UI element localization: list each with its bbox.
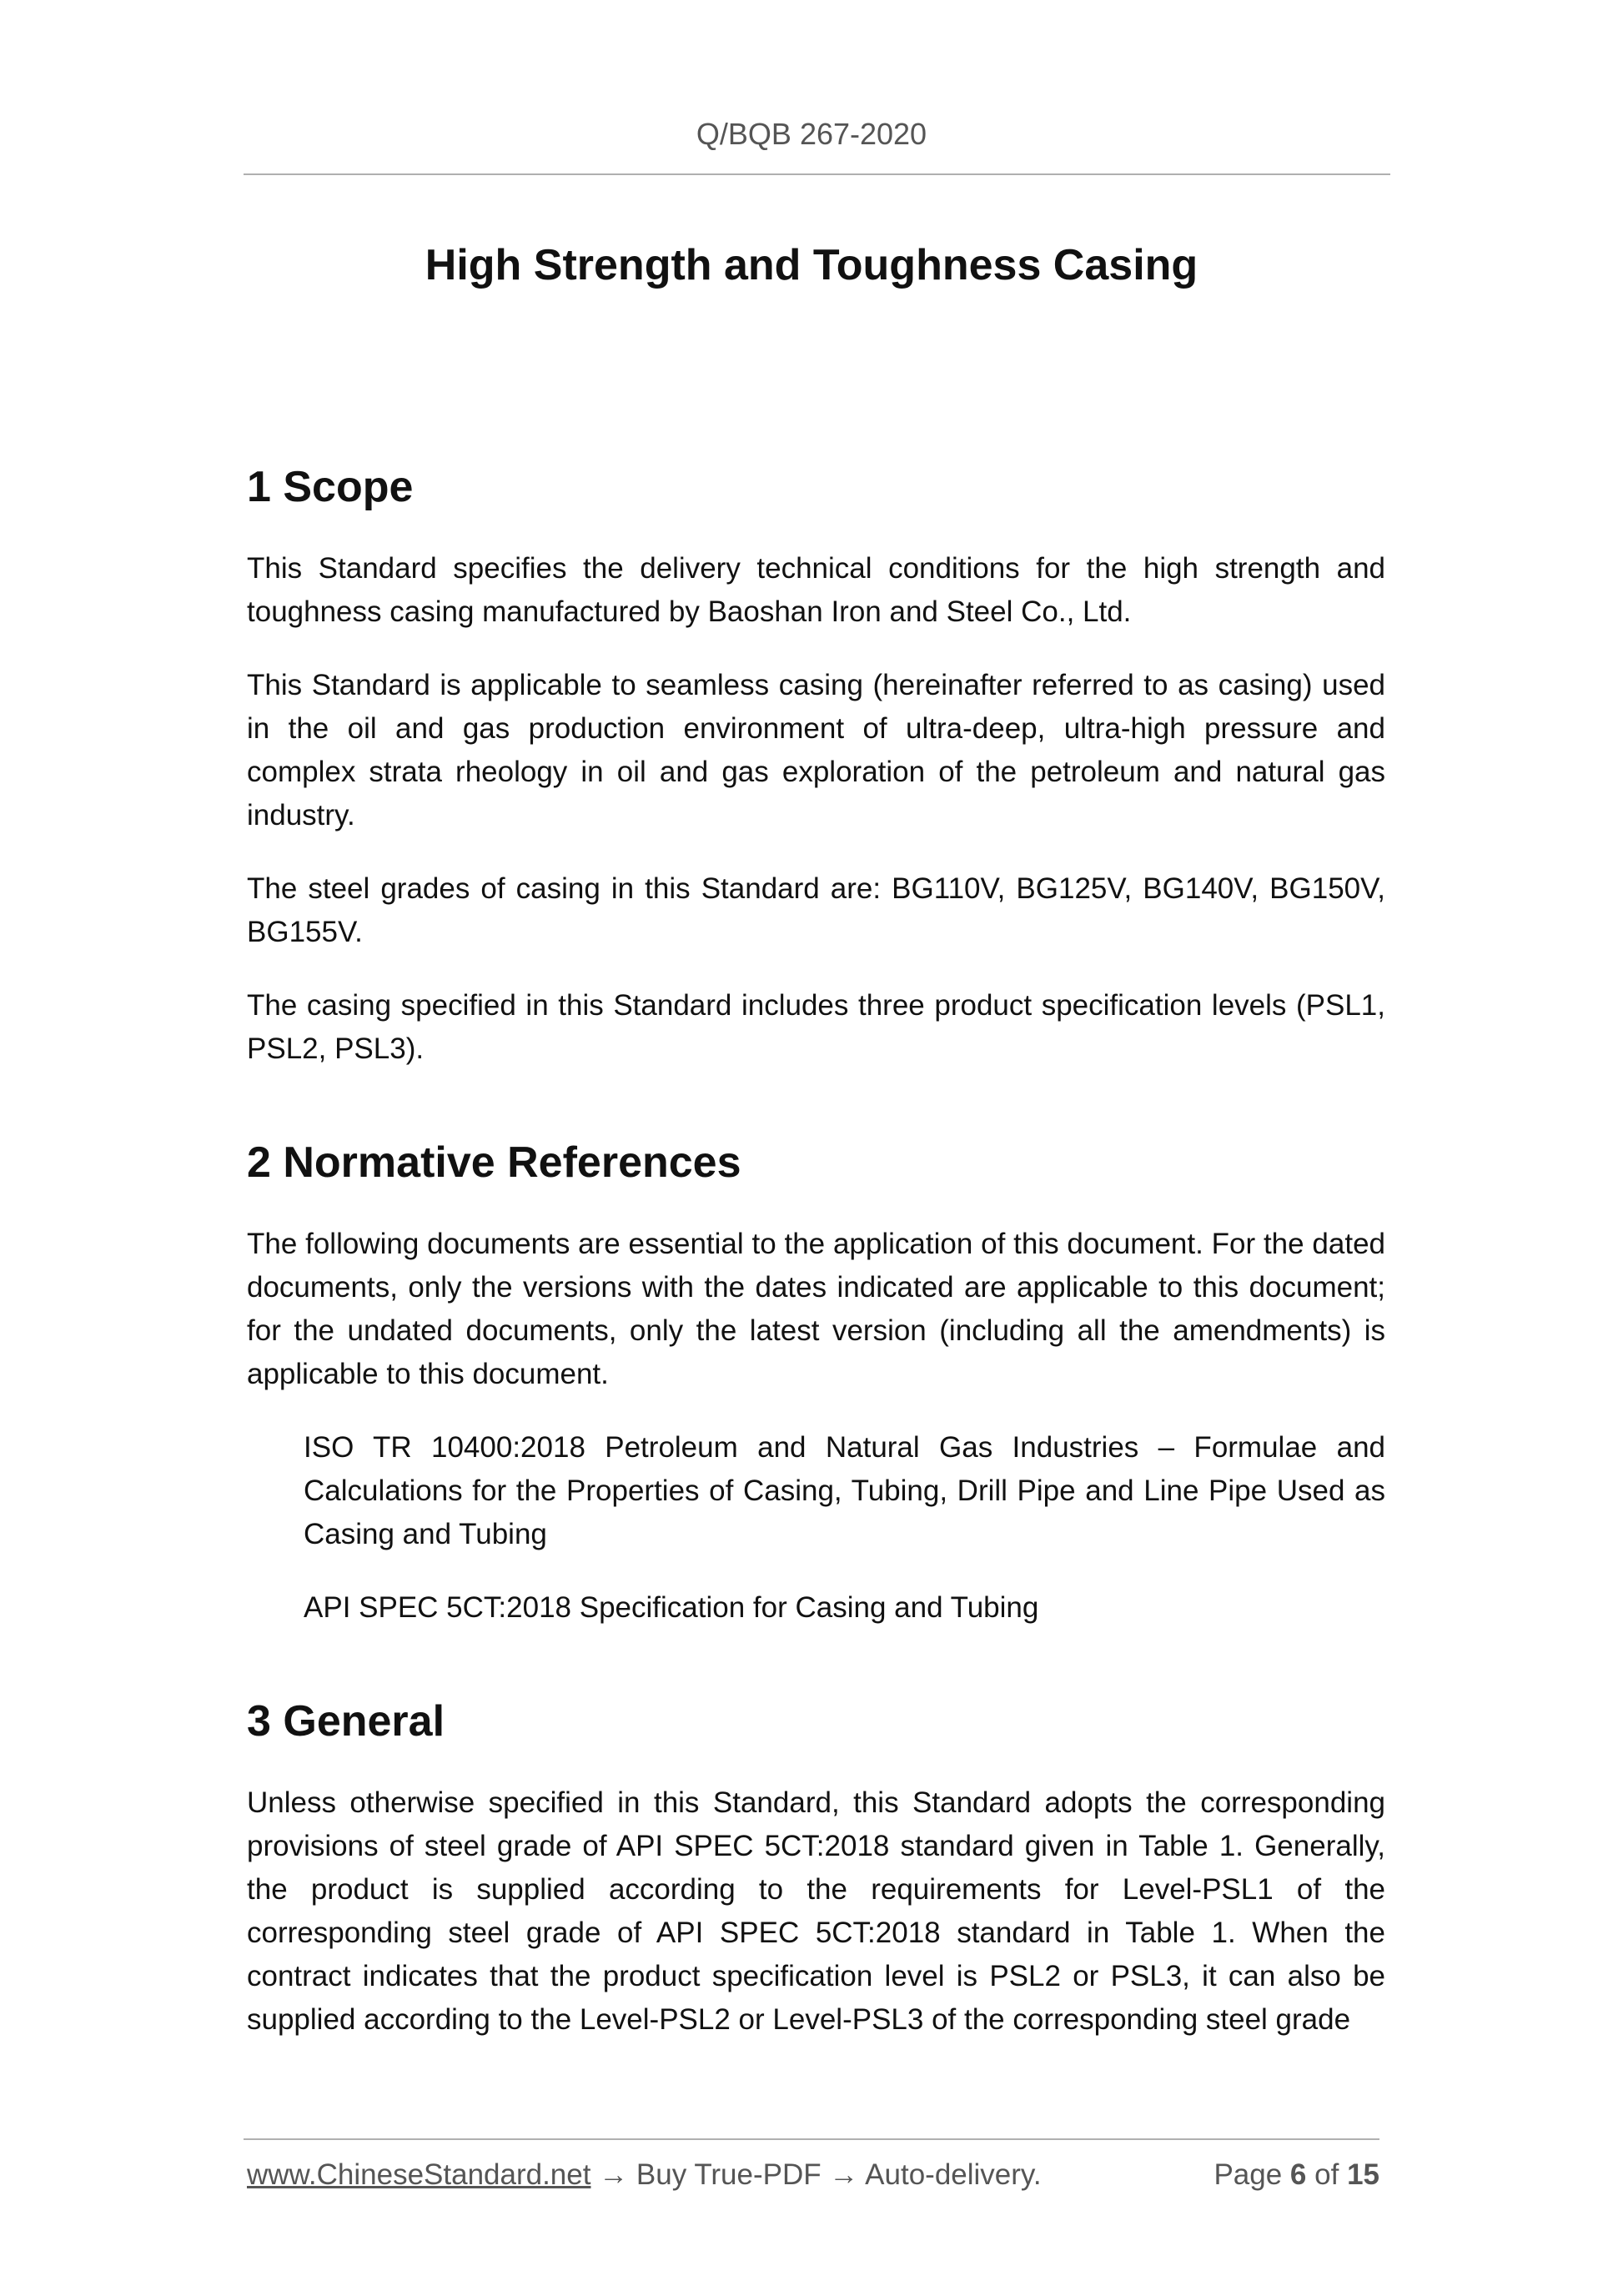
paragraph: The steel grades of casing in this Standard are: BG110V, BG125V, BG140V, BG150V, BG155V. — [247, 872, 1385, 948]
footer-promo-text: → Buy True-PDF → Auto-delivery. — [590, 2158, 1042, 2191]
website-link[interactable]: www.ChineseStandard.net — [247, 2158, 591, 2191]
reference-item: ISO TR 10400:2018 Petroleum and Natural Gas Industries – Formulae and Calculations for the Properties of Casing, Tubing, Drill Pipe and Line Pipe Used as Casing and Tubing — [304, 1431, 1385, 1550]
page-label: Page — [1213, 2158, 1283, 2191]
reference-item: API SPEC 5CT:2018 Specification for Casing and Tubing — [304, 1591, 1039, 1624]
page-footer — [247, 2158, 1379, 2200]
footer-promo — [247, 2158, 1042, 2192]
section-heading-general: 3 General — [247, 1697, 445, 1746]
header-divider — [244, 173, 1390, 175]
document-body — [247, 457, 1385, 2072]
page-total: 15 — [1347, 2158, 1379, 2191]
paragraph: The casing specified in this Standard includes three product specification levels (PSL1, PSL2, PSL3). — [247, 989, 1385, 1065]
page-indicator — [1213, 2158, 1379, 2192]
paragraph: The following documents are essential to the application of this document. For the dated documents, only the versions with the dates indicated are applicable to this document; for the undated documents, only the latest version (including all the amendments) is applicable to this document. — [247, 1228, 1385, 1390]
paragraph: Unless otherwise specified in this Standard, this Standard adopts the corresponding provisions of steel grade of API SPEC 5CT:2018 standard given in Table 1. Generally, the product is supplied according to the requirements for Level-PSL1 of the corresponding steel grade of API SPEC 5CT:2018 standard in Table 1. When the contract indicates that the product specification level is PSL2 or PSL3, it can also be supplied according to the Level-PSL2 or Level-PSL3 of the corresponding steel grade — [247, 1786, 1385, 2036]
document-title: High Strength and Toughness Casing — [425, 241, 1198, 289]
paragraph: This Standard specifies the delivery technical conditions for the high strength and toughness casing manufactured by Baoshan Iron and Steel Co., Ltd. — [247, 552, 1385, 628]
page-current: 6 — [1289, 2158, 1307, 2191]
paragraph: This Standard is applicable to seamless casing (hereinafter referred to as casing) used in the oil and gas production environment of ultra-deep, ultra-high pressure and complex strata rheology in oil and gas exploration of the petroleum and natural gas industry. — [247, 669, 1385, 831]
document-code: Q/BQB 267-2020 — [696, 117, 927, 151]
footer-divider — [244, 2138, 1379, 2140]
section-heading-normative-references: 2 Normative References — [247, 1138, 741, 1187]
section-heading-scope: 1 Scope — [247, 463, 414, 511]
page-of-label: of — [1314, 2158, 1339, 2191]
